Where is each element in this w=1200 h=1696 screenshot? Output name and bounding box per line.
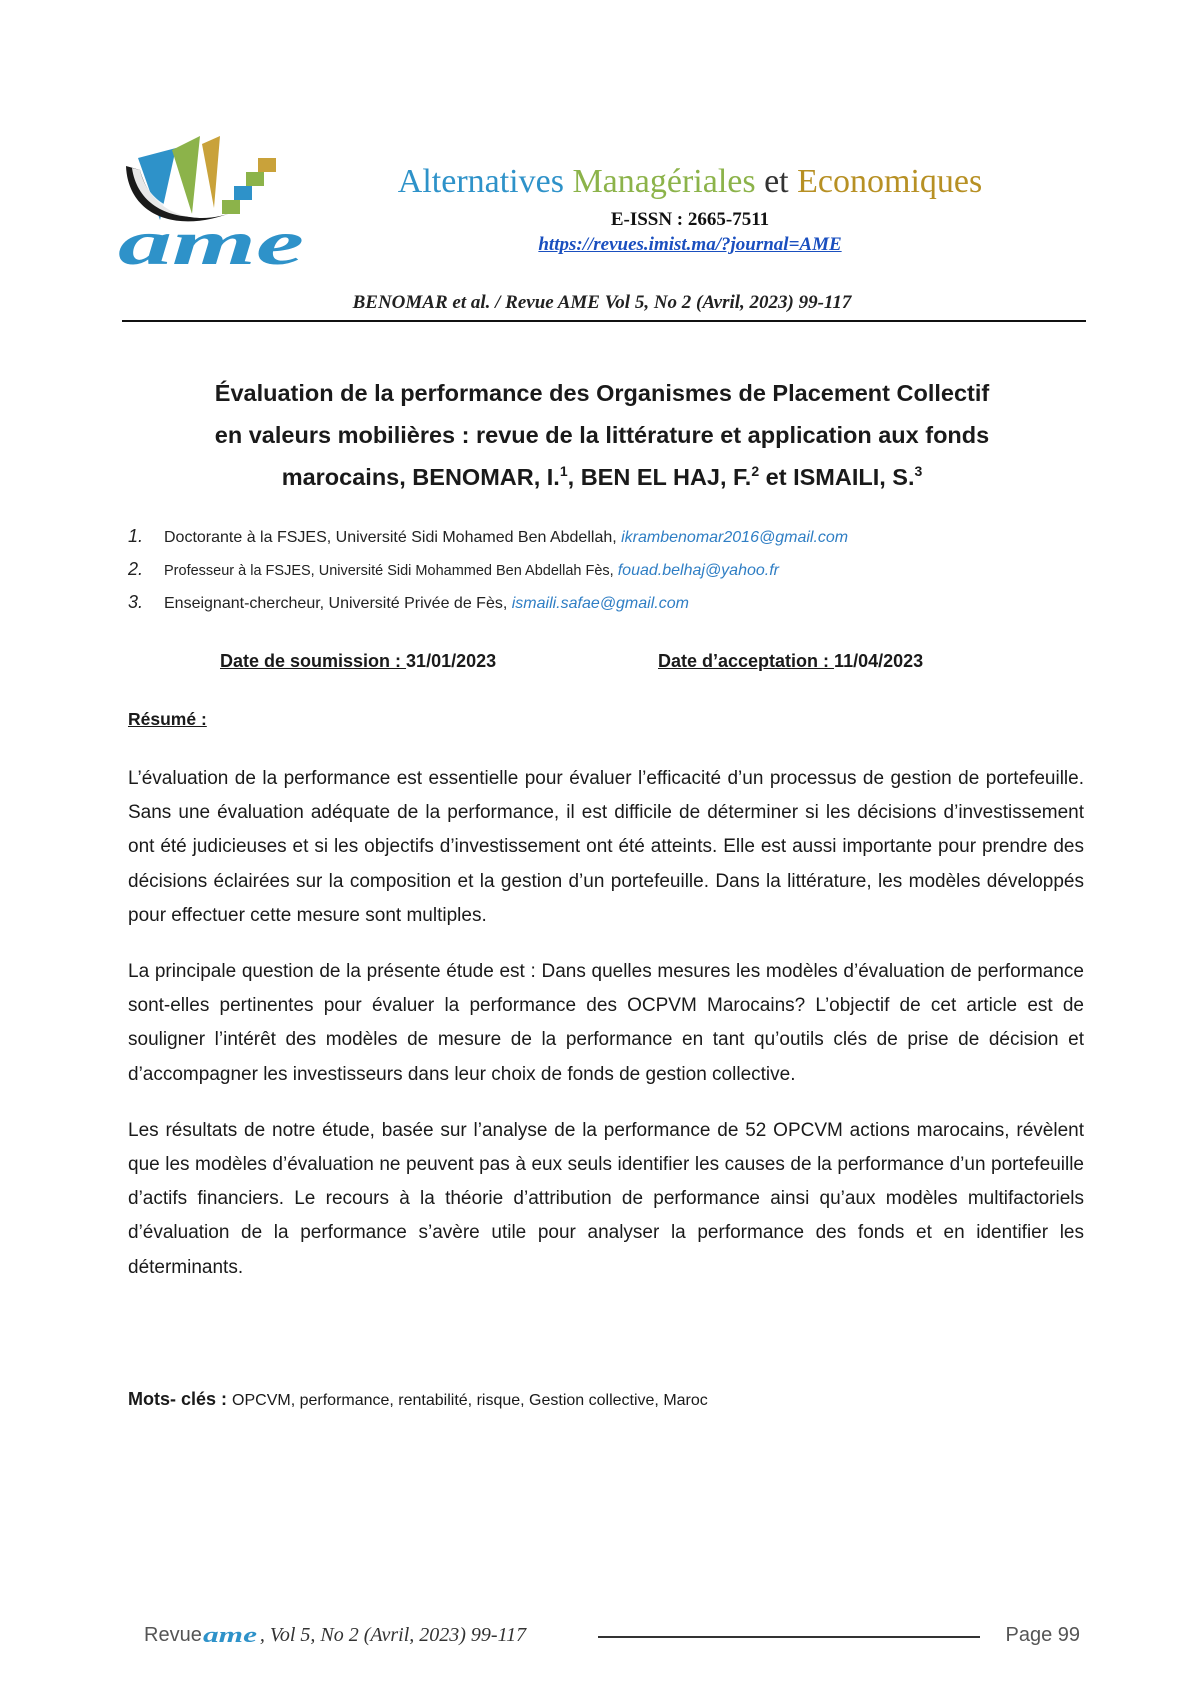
abstract-paragraph: L’évaluation de la performance est essentielle pour évaluer l’efficacité d’un processus de gestion de portefeuille. Sans une évaluation adéquate de la performance, il est difficile de déterminer si les décisions d’investissement ont été judicieuses et si les objectifs d’investissement ont été atteints. Elle est aussi importante pour prendre des décisions éclairées sur la composition et la gestion d’un portefeuille. Dans la littérature, les modèles développés pour effectuer cette mesure sont multiples. [128, 768, 1084, 926]
acceptance-date [658, 648, 923, 674]
title-line: Évaluation de la performance des Organismes de Placement Collectif [214, 380, 990, 406]
keywords-value: OPCVM, performance, rentabilité, risque, Gestion collective, Maroc [232, 1392, 708, 1409]
keywords-label: Mots- clés : [128, 1389, 233, 1409]
logo-sail-gold [202, 136, 220, 208]
journal-name-part: et [764, 163, 798, 200]
acceptance-date-value: 11/04/2023 [834, 651, 924, 671]
author-superscript: 2 [751, 463, 760, 480]
journal-name-part: Alternatives [397, 163, 573, 200]
title-line: marocains, BENOMAR, I. [281, 464, 560, 490]
affiliation-email-link[interactable]: fouad.belhaj@yahoo.fr [617, 562, 779, 579]
title-line: , BEN EL HAJ, F. [567, 464, 752, 490]
affiliation-item [128, 590, 1068, 623]
journal-issn: E-ISSN : 2665-7511 [610, 209, 770, 230]
journal-name-part: Economiques [797, 163, 983, 200]
svg-text:ame: ame [202, 1623, 258, 1645]
affiliation-email-link[interactable]: ikrambenomar2016@gmail.com [621, 529, 849, 546]
title-line: en valeurs mobilières : revue de la littérature et application aux fonds [214, 422, 990, 448]
affiliation-text: Doctorante à la FSJES, Université Sidi Mohamed Ben Abdellah, [164, 529, 622, 546]
title-line: et ISMAILI, S. [759, 464, 915, 490]
logo-block [234, 186, 252, 200]
footer-reference: , Vol 5, No 2 (Avril, 2023) 99-117 [259, 1624, 527, 1646]
affiliation-number: 2. [128, 559, 144, 579]
affiliation-item [128, 524, 1068, 557]
page-number: Page 99 [1005, 1624, 1080, 1646]
footer-divider [598, 1636, 980, 1638]
keywords [128, 1386, 1084, 1414]
affiliation-text: Enseignant-chercheur, Université Privée de Fès, [164, 595, 512, 612]
journal-name-part: Managériales [572, 163, 765, 200]
header-divider [122, 320, 1086, 322]
footer-citation [144, 1620, 526, 1650]
affiliations-list [128, 524, 1068, 623]
author-superscript: 1 [559, 463, 568, 480]
article-title [122, 372, 1082, 498]
logo-text: ame [118, 207, 304, 270]
footer-revue-label: Revue [144, 1624, 202, 1646]
abstract-body [128, 762, 1084, 1307]
abstract-paragraph: Les résultats de notre étude, basée sur l’analyse de la performance de 52 OPCVM actions marocains, révèlent que les modèles d’évaluation ne peuvent pas à eux seuls identifier les causes de la performance d’un portefeuille d’actifs financiers. Le recours à la théorie d’attribution de performance ainsi qu’aux modèles multifactoriels d’évaluation de la performance s’avère utile pour analyser la performance des fonds et en identifier les déterminants. [128, 1119, 1084, 1278]
abstract-paragraph: La principale question de la présente étude est : Dans quelles mesures les modèles d’évaluation de performance sont-elles pertinentes pour évaluer la performance des OCPVM Marocains? L’objectif de cet article est de souligner l’intérêt des modèles de mesure de la performance en tant qu’outils clés de prise de décision et d’accompagner les investisseurs dans leur choix de fonds de gestion collective. [128, 961, 1084, 1085]
logo-block [258, 158, 276, 172]
affiliation-number: 3. [128, 592, 144, 612]
author-superscript: 3 [914, 463, 923, 480]
affiliation-item [128, 557, 1068, 590]
journal-masthead [330, 160, 1050, 258]
journal-logo [118, 136, 306, 270]
affiliation-text: Professeur à la FSJES, Université Sidi Mohammed Ben Abdellah Fès, [164, 563, 618, 579]
journal-name [330, 160, 1050, 204]
abstract-heading: Résumé : [128, 709, 207, 729]
page-footer [144, 1620, 1084, 1650]
affiliation-number: 1. [128, 526, 144, 546]
submission-date [220, 648, 496, 674]
submission-date-value: 31/01/2023 [406, 651, 497, 671]
acceptance-date-label: Date d’acceptation : [658, 651, 835, 671]
affiliation-email-link[interactable]: ismaili.safae@gmail.com [511, 595, 689, 612]
footer-journal-logo [203, 1623, 259, 1645]
logo-sail-green [172, 136, 200, 214]
submission-date-label: Date de soumission : [220, 651, 407, 671]
logo-block [246, 172, 264, 186]
running-head: BENOMAR et al. / Revue AME Vol 5, No 2 (Avril, 2023) 99-117 [352, 292, 852, 313]
journal-url-link[interactable]: https://revues.imist.ma/?journal=AME [538, 234, 842, 255]
